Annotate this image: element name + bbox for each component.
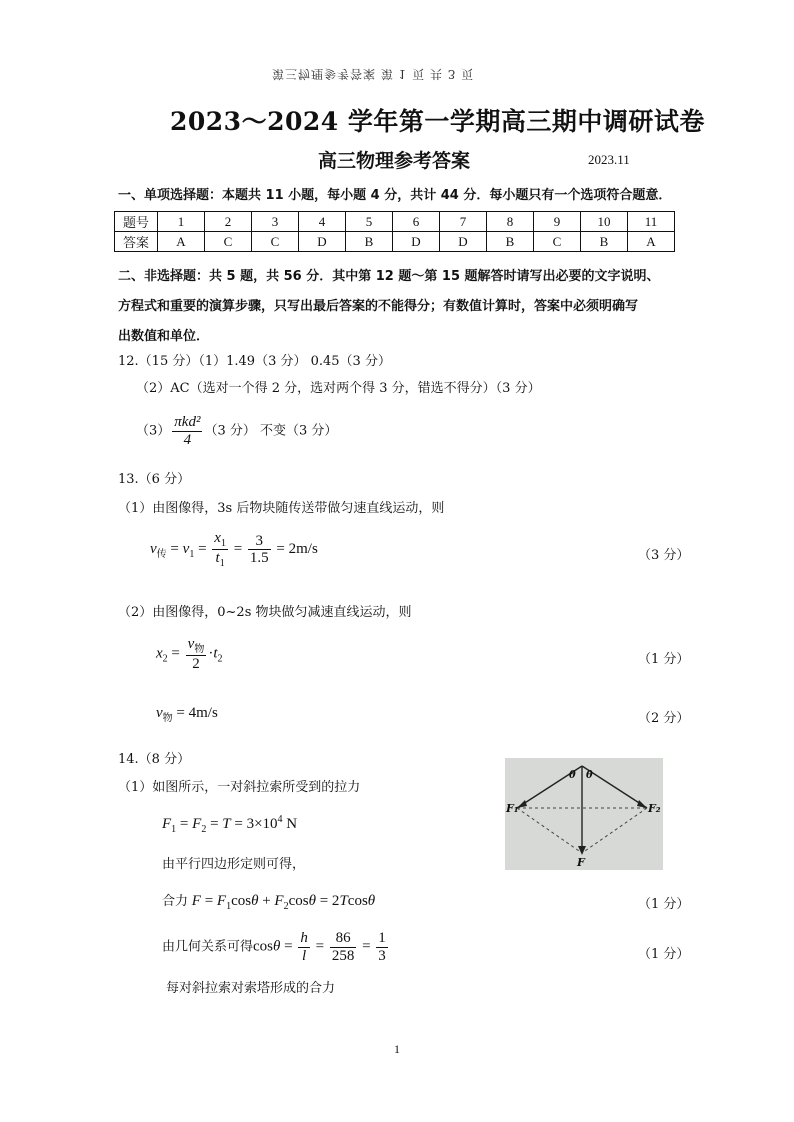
q13-equation-2: $x_2$ = $\frac{v_物}{2}$ $\cdot t_2$ <box>156 636 223 672</box>
q14-equation-1: $F_1 = F_2 = T = 3\times 10^4$ N <box>162 814 298 835</box>
table-cell: B <box>487 232 534 252</box>
force-diagram-svg <box>505 758 663 870</box>
section-1-heading: 一、单项选择题：本题共 11 小题，每小题 4 分，共计 44 分．每小题只有一个选项符合题意． <box>118 188 672 203</box>
fraction-numerator: πkd² <box>174 414 201 430</box>
table-cell: D <box>393 232 440 252</box>
table-cell: 8 <box>487 212 534 232</box>
section-2-line-3: 出数值和单位． <box>118 329 210 344</box>
table-cell: 7 <box>440 212 487 232</box>
table-cell: 2 <box>205 212 252 232</box>
q14-eq1-unit: N <box>286 816 298 832</box>
q13-equation-1: $v_传 = v_1$ = $\frac{x_1}{t_1}$ = $\frac{3}{1.5}$ = 2m/s <box>150 530 318 569</box>
table-cell: A <box>628 232 675 252</box>
q13-heading: 13.（6 分） <box>118 472 191 487</box>
q14-part-2-text: 由平行四边形定则可得， <box>162 857 306 872</box>
table-cell: 10 <box>581 212 628 232</box>
table-cell: 4 <box>299 212 346 232</box>
section-2-line-1: 二、非选择题：共 5 题，共 56 分．其中第 12 题～第 15 题解答时请写出必要的文字说明、 <box>118 269 660 284</box>
document-date: 2023.11 <box>588 152 630 167</box>
table-cell: 6 <box>393 212 440 232</box>
table-header-cell: 答案 <box>115 232 158 252</box>
force-diagram-figure <box>505 758 663 870</box>
table-cell: C <box>534 232 581 252</box>
q14-part-1-text: （1）如图所示，一对斜拉索所受到的拉力 <box>118 780 361 795</box>
q12-line-1: 12.（15 分）（1）1.49（3 分） 0.45（3 分） <box>118 354 391 369</box>
q13-part-1-text: （1）由图像得，3s 后物块随传送带做匀速直线运动，则 <box>118 501 445 516</box>
bleed-through-header: 第三物理参考答案 第 1 页 共 3 页 <box>272 67 475 81</box>
q13-eq1-score: （3 分） <box>638 548 690 563</box>
q12-part-3-label: （3） <box>136 423 171 439</box>
answer-table <box>114 211 675 252</box>
q14-eq2-prefix: 合力 <box>162 894 189 909</box>
angle-label-right: θ <box>586 770 593 781</box>
q12-fraction <box>172 414 202 448</box>
page-subtitle: 高三物理参考答案 <box>318 150 471 172</box>
q14-eq2-score: （1 分） <box>638 897 690 912</box>
force-label-f: F <box>577 856 585 869</box>
table-row-answers <box>115 232 675 252</box>
fraction-denominator: 4 <box>183 431 192 448</box>
q13-part-2-text: （2）由图像得，0~2s 物块做匀减速直线运动，则 <box>118 605 412 620</box>
table-row-numbers <box>115 212 675 232</box>
page-number: 1 <box>394 1042 400 1056</box>
q13-eq2-score: （1 分） <box>638 652 690 667</box>
q12-line-3 <box>136 414 337 448</box>
table-cell: 1 <box>158 212 205 232</box>
page-title: 2023～2024 学年第一学期高三期中调研试卷 <box>170 107 705 136</box>
q14-eq3-score: （1 分） <box>638 947 690 962</box>
table-cell: 11 <box>628 212 675 232</box>
force-label-f1: F₁ <box>506 802 519 815</box>
table-cell: D <box>440 232 487 252</box>
section-2-line-2: 方程式和重要的演算步骤，只写出最后答案的不能得分；有数值计算时，答案中必须明确写 <box>118 299 639 314</box>
q14-part-3-text: 每对斜拉索对索塔形成的合力 <box>166 981 336 996</box>
q12-part-3-suffix: （3 分） 不变（3 分） <box>204 423 338 439</box>
table-cell: B <box>346 232 393 252</box>
table-cell: D <box>299 232 346 252</box>
table-cell: 3 <box>252 212 299 232</box>
table-cell: 5 <box>346 212 393 232</box>
q12-line-2: （2）AC（选对一个得 2 分，选对两个得 3 分，错选不得分）（3 分） <box>136 381 541 396</box>
q13-eq3-value: = 4m/s <box>176 705 218 721</box>
table-cell: A <box>158 232 205 252</box>
q13-equation-3: $v_物 = 4m/s$ <box>156 705 218 724</box>
table-cell: B <box>581 232 628 252</box>
table-header-cell: 题号 <box>115 212 158 232</box>
q14-equation-2: 合力 $F = F_1\cos\theta + F_2\cos\theta = 2Tcos\theta$ <box>162 893 376 912</box>
force-label-f2: F₂ <box>648 802 661 815</box>
q13-eq3-score: （2 分） <box>638 711 690 726</box>
q14-heading: 14.（8 分） <box>118 752 191 767</box>
angle-label-left: θ <box>569 770 576 781</box>
table-cell: 9 <box>534 212 581 232</box>
q14-equation-3: 由几何关系可得cosθ = $\frac{h}{l}$ = $\frac{86}{258}$ = $\frac{1}{3}$ <box>162 930 386 964</box>
table-cell: C <box>205 232 252 252</box>
q14-eq3-prefix: 由几何关系可得 <box>162 939 254 955</box>
table-cell: C <box>252 232 299 252</box>
